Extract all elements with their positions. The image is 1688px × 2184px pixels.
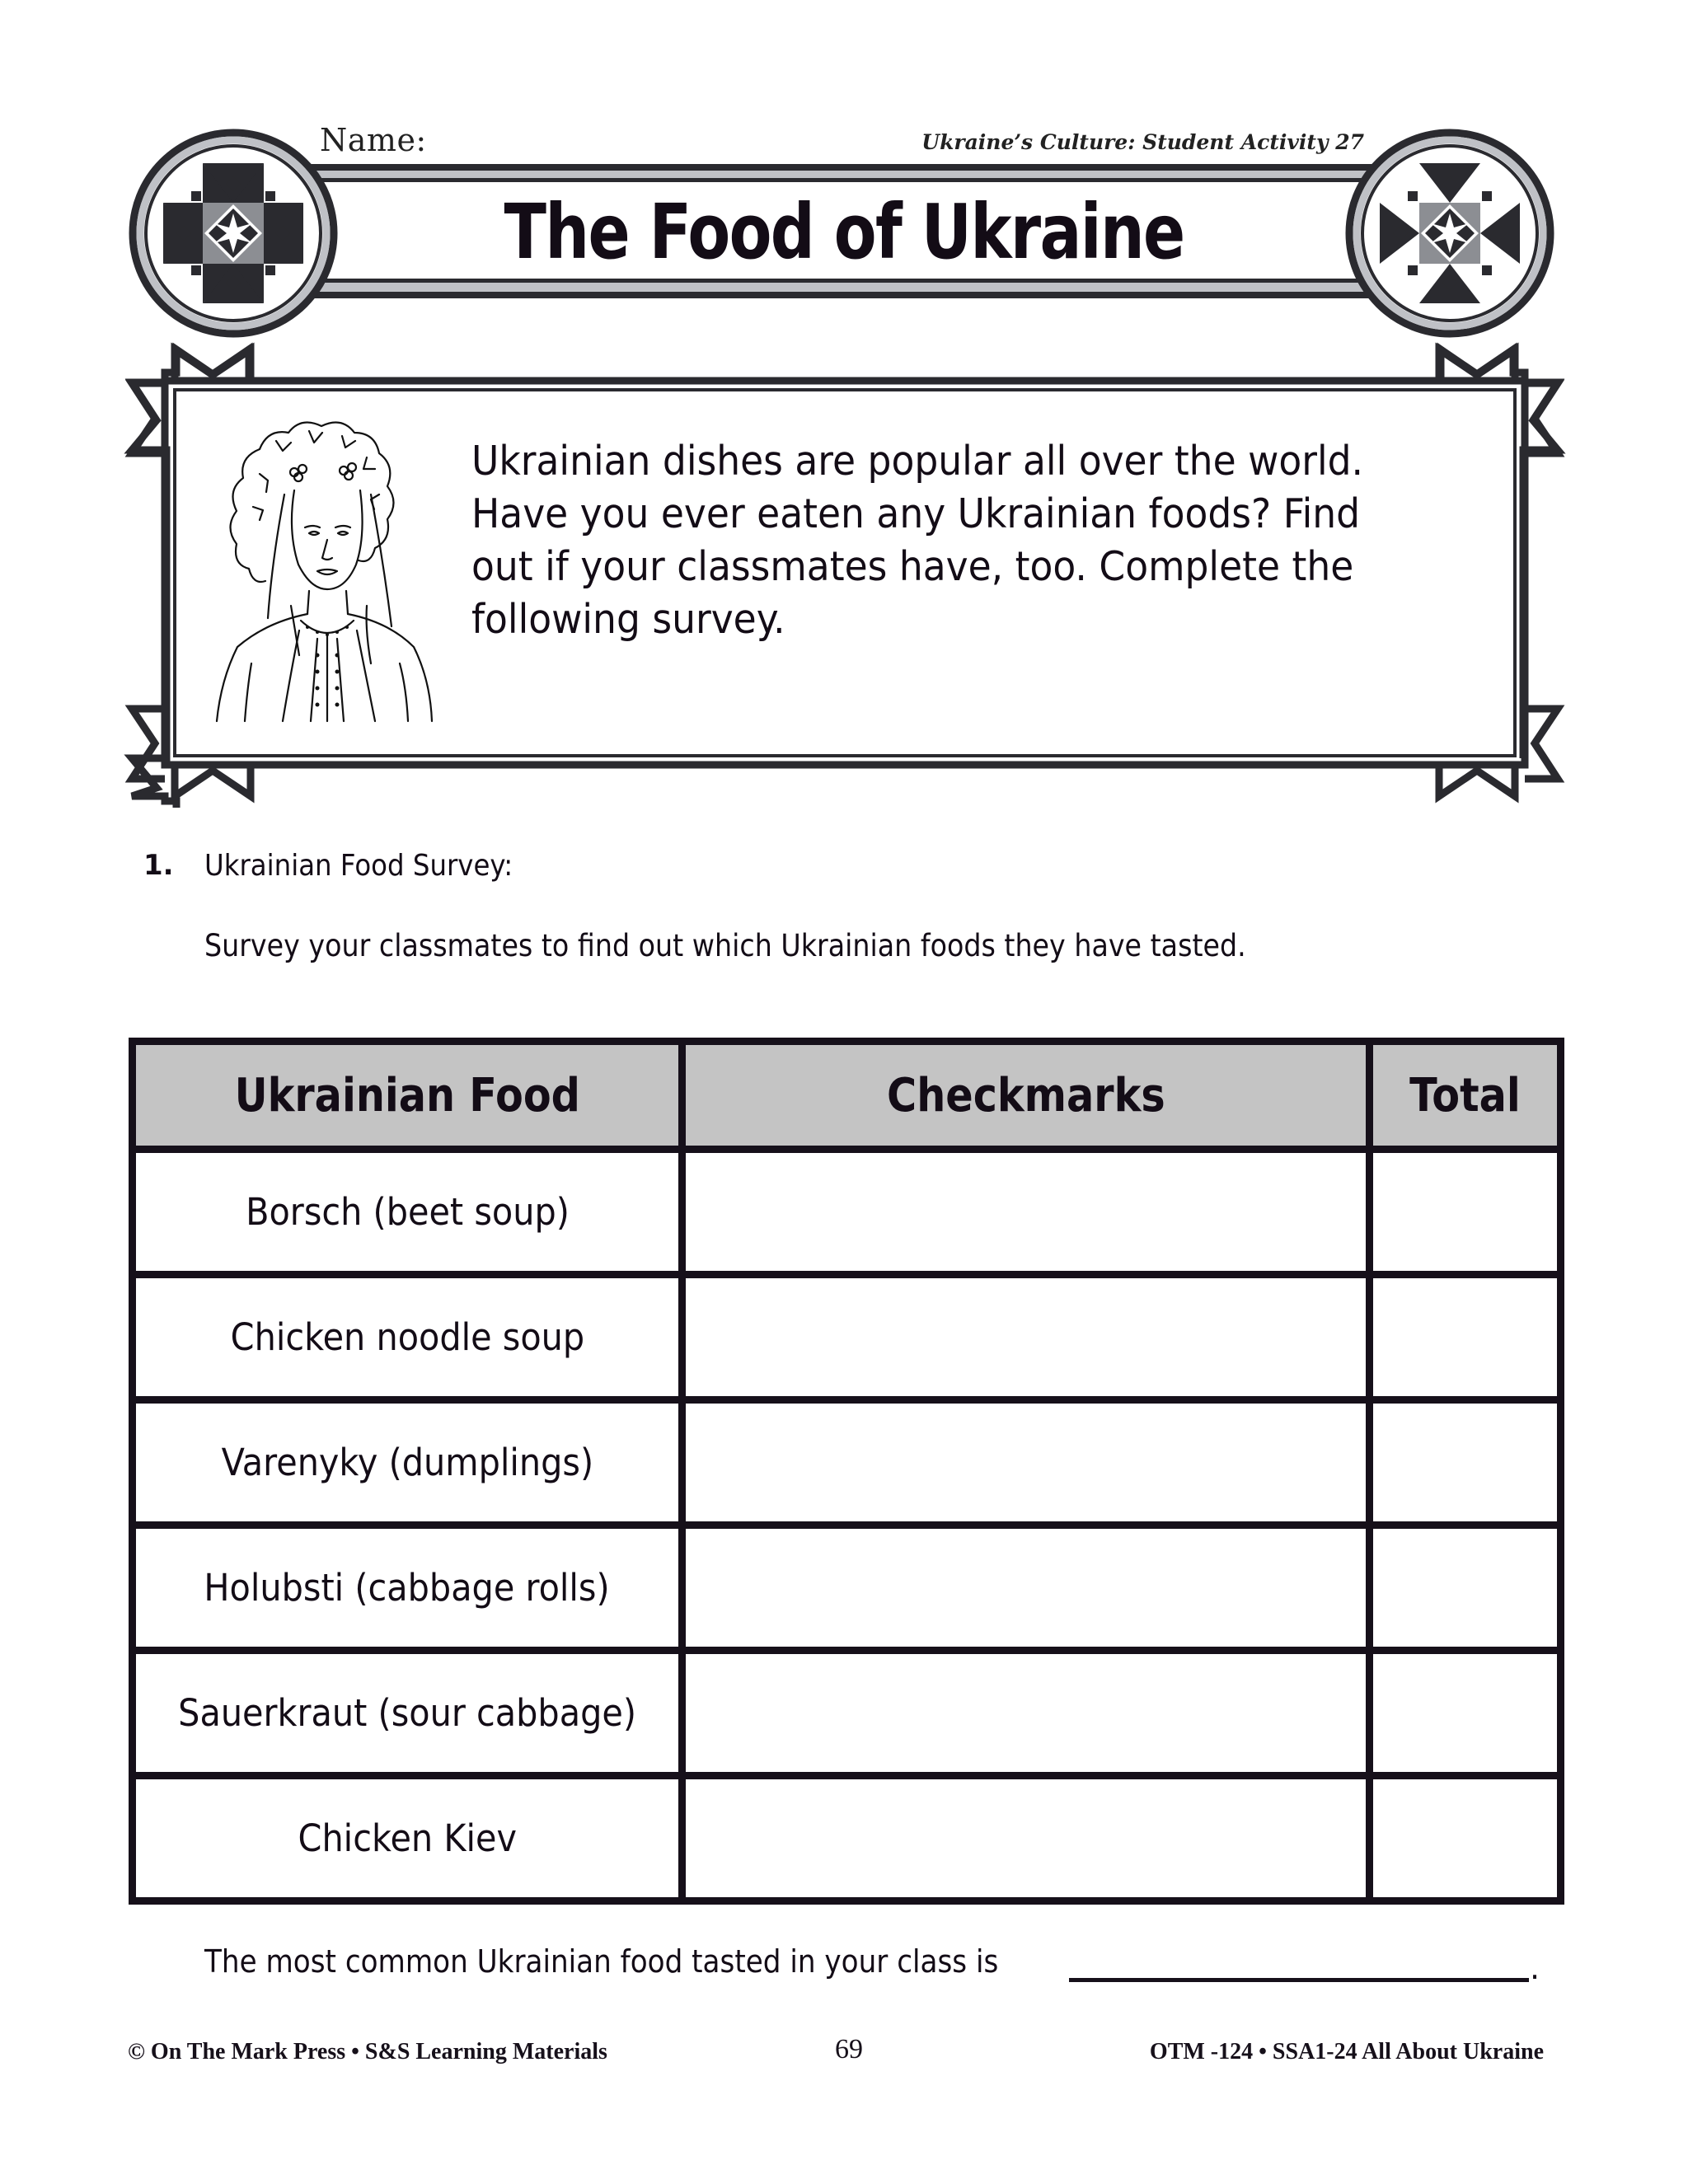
total-cell[interactable] — [1370, 1776, 1561, 1901]
food-cell: Borsch (beet soup) — [133, 1150, 682, 1275]
checkmarks-cell[interactable] — [682, 1150, 1370, 1275]
intro-paragraph: Ukrainian dishes are popular all over the world. Have you ever eaten any Ukrainian foods? Find out if your classmates have, too. Complete the following survey. — [471, 438, 1364, 643]
question-number: 1. — [143, 849, 174, 882]
answer-blank-line[interactable] — [1069, 1978, 1529, 1982]
footer-copyright: © On The Mark Press • S&S Learning Materials — [128, 2039, 607, 2064]
column-header-total: Total — [1370, 1042, 1561, 1150]
table-row — [133, 1275, 1561, 1400]
page-title: The Food of Ukraine — [504, 188, 1184, 276]
conclusion-prompt: The most common Ukrainian food tasted in your class is — [204, 1943, 999, 1980]
checkmarks-cell[interactable] — [682, 1651, 1370, 1776]
total-cell[interactable] — [1370, 1651, 1561, 1776]
name-label: Name: — [320, 122, 427, 158]
food-cell: Sauerkraut (sour cabbage) — [133, 1651, 682, 1776]
page-number: 69 — [835, 2034, 863, 2064]
checkmarks-cell[interactable] — [682, 1275, 1370, 1400]
food-cell: Holubsti (cabbage rolls) — [133, 1526, 682, 1651]
table-row — [133, 1651, 1561, 1776]
total-cell[interactable] — [1370, 1400, 1561, 1526]
checkmarks-cell[interactable] — [682, 1400, 1370, 1526]
food-cell: Chicken noodle soup — [133, 1275, 682, 1400]
ukrainian-star-medallion-icon — [1345, 129, 1554, 338]
series-label: Ukraine’s Culture: Student Activity 27 — [921, 130, 1364, 154]
table-row — [133, 1526, 1561, 1651]
total-cell[interactable] — [1370, 1526, 1561, 1651]
column-header-food: Ukrainian Food — [133, 1042, 682, 1150]
table-row — [133, 1400, 1561, 1526]
table-header-row — [133, 1042, 1561, 1150]
table-row — [133, 1150, 1561, 1275]
question-instructions: Survey your classmates to find out which Ukrainian foods they have tasted. — [204, 928, 1246, 963]
table-row — [133, 1776, 1561, 1901]
question-title: Ukrainian Food Survey: — [204, 849, 513, 883]
footer-book-code: OTM -124 • SSA1-24 All About Ukraine — [1149, 2039, 1544, 2064]
food-cell: Varenyky (dumplings) — [133, 1400, 682, 1526]
checkmarks-cell[interactable] — [682, 1776, 1370, 1901]
column-header-checkmarks: Checkmarks — [682, 1042, 1370, 1150]
survey-table — [129, 1038, 1564, 1905]
answer-period: . — [1530, 1950, 1540, 1986]
food-cell: Chicken Kiev — [133, 1776, 682, 1901]
total-cell[interactable] — [1370, 1275, 1561, 1400]
checkmarks-cell[interactable] — [682, 1526, 1370, 1651]
girl-portrait-illustration — [202, 416, 437, 725]
ukrainian-star-medallion-icon — [129, 129, 338, 338]
total-cell[interactable] — [1370, 1150, 1561, 1275]
